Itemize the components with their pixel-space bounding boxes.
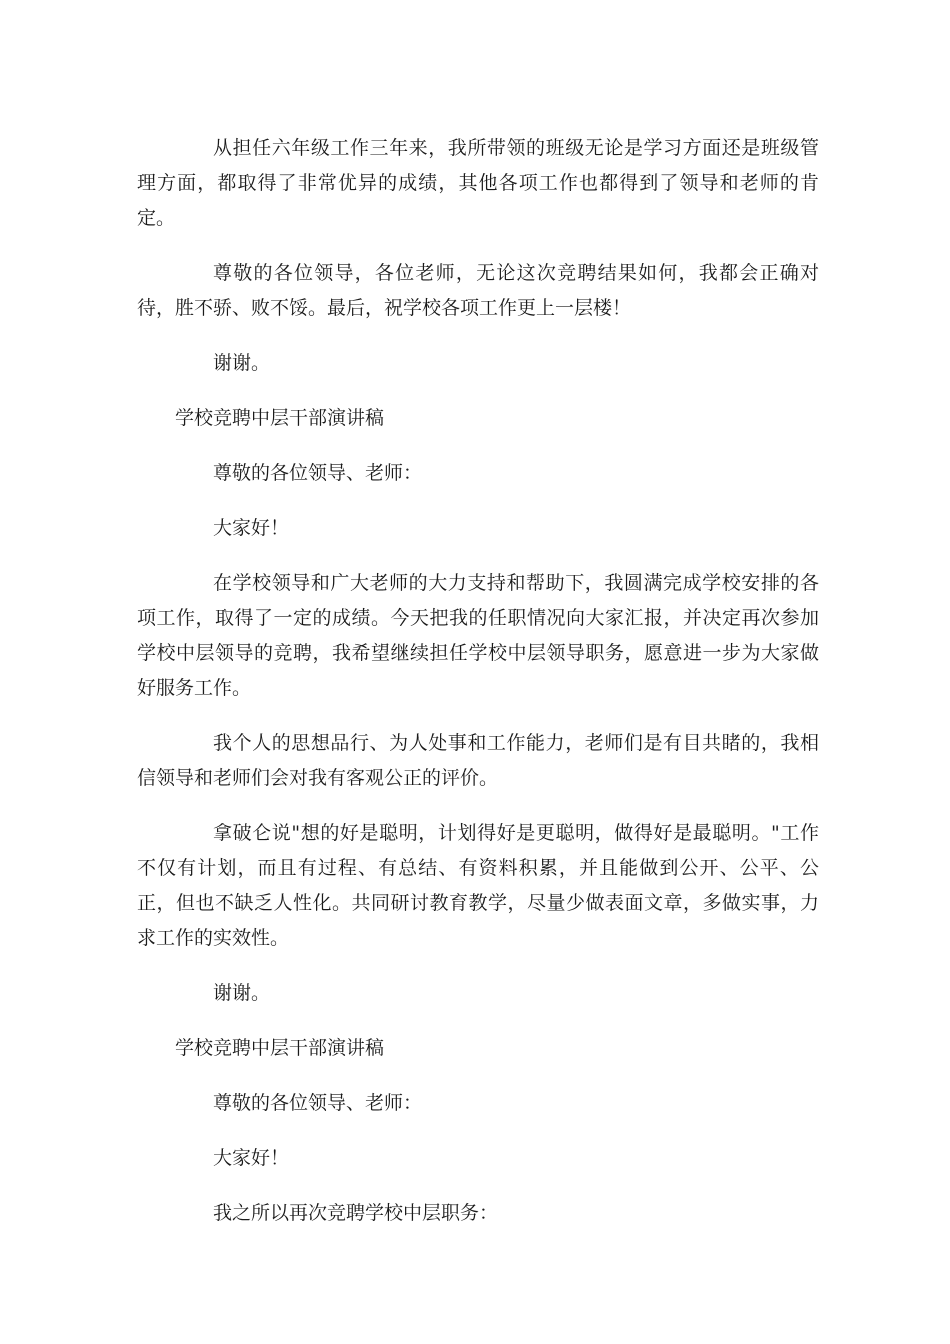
paragraph-salutation: 尊敬的各位领导、老师： [213,1092,423,1114]
paragraph-reason-intro: 我之所以再次竞聘学校中层职务： [213,1202,499,1224]
paragraph-personal-qualities: 我个人的思想品行、为人处事和工作能力，老师们是有目共睹的，我相信领导和老师们会对我有客观公正的评价。 [137,732,819,789]
paragraph-greeting: 大家好！ [213,1147,290,1169]
document-body [137,131,819,1231]
paragraph-work-report: 在学校领导和广大老师的大力支持和帮助下，我圆满完成学校安排的各项工作，取得了一定的成绩。今天把我的任职情况向大家汇报，并决定再次参加学校中层领导的竞聘，我希望继续担任学校中层领导职务，愿意进一步为大家做好服务工作。 [137,572,819,699]
paragraph-closing-remarks: 尊敬的各位领导，各位老师，无论这次竞聘结果如何，我都会正确对待，胜不骄、败不馁。最后，祝学校各项工作更上一层楼！ [137,262,819,319]
paragraph-achievements: 从担任六年级工作三年来，我所带领的班级无论是学习方面还是班级管理方面，都取得了非常优异的成绩，其他各项工作也都得到了领导和老师的肯定。 [137,137,819,229]
paragraph-napoleon-quote: 拿破仑说"想的好是聪明，计划得好是更聪明，做得好是最聪明。"工作不仅有计划，而且有过程、有总结、有资料积累，并且能做到公开、公平、公正，但也不缺乏人性化。共同研讨教育教学，尽量少做表面文章，多做实事，力求工作的实效性。 [137,822,819,949]
paragraph-salutation: 尊敬的各位领导、老师： [213,462,423,484]
paragraph-thanks: 谢谢。 [213,352,271,374]
speech-title: 学校竞聘中层干部演讲稿 [175,407,385,429]
speech-title: 学校竞聘中层干部演讲稿 [175,1037,385,1059]
paragraph-greeting: 大家好！ [213,517,290,539]
paragraph-thanks: 谢谢。 [213,982,271,1004]
